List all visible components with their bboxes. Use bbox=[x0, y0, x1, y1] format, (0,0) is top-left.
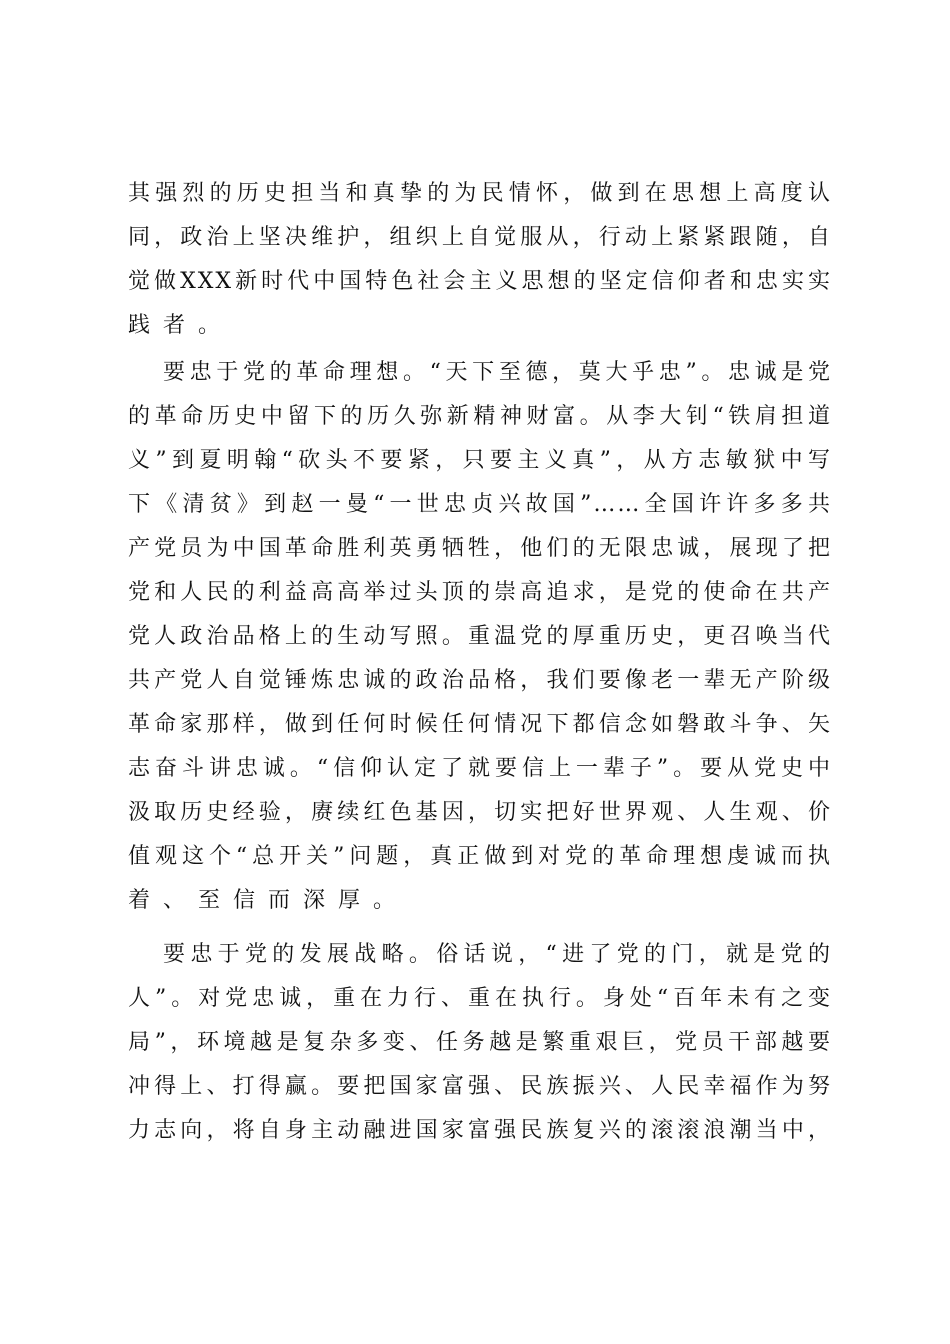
text-line: 其强烈的历史担当和真挚的为民情怀，做到在思想上高度认 bbox=[128, 181, 832, 206]
text-line: 要忠于党的革命理想。“天下至德，莫大乎忠”。忠诚是党 bbox=[163, 360, 832, 385]
text-line: 产党员为中国革命胜利英勇牺牲，他们的无限忠诚，展现了把 bbox=[128, 536, 832, 561]
text-line: 冲得上、打得赢。要把国家富强、民族振兴、人民幸福作为努 bbox=[128, 1074, 832, 1099]
text-line: 值观这个“总开关”问题，真正做到对党的革命理想虔诚而执 bbox=[128, 844, 832, 869]
text-line: 局”，环境越是复杂多变、任务越是繁重艰巨，党员干部越要 bbox=[128, 1030, 832, 1055]
text-line: 同，政治上坚决维护，组织上自觉服从，行动上紧紧跟随，自 bbox=[128, 225, 832, 250]
paragraph-3 bbox=[128, 933, 832, 1153]
text-line: 党人政治品格上的生动写照。重温党的厚重历史，更召唤当代 bbox=[128, 624, 832, 649]
paragraph-2 bbox=[128, 351, 832, 923]
text-line: 共产党人自觉锤炼忠诚的政治品格，我们要像老一辈无产阶级 bbox=[128, 668, 832, 693]
text-line: 的革命历史中留下的历久弥新精神财富。从李大钊“铁肩担道 bbox=[128, 404, 832, 429]
document-page bbox=[128, 172, 832, 1153]
text-line: 革命家那样，做到任何时候任何情况下都信念如磐敢斗争、矢 bbox=[128, 712, 832, 737]
paragraph-1 bbox=[128, 172, 832, 348]
text-line: 践者。 bbox=[128, 313, 234, 338]
text-line: 党和人民的利益高高举过头顶的崇高追求，是党的使命在共产 bbox=[128, 580, 832, 605]
text-line: 要忠于党的发展战略。俗话说，“进了党的门，就是党的 bbox=[163, 942, 832, 967]
text-line: 人”。对党忠诚，重在力行、重在执行。身处“百年未有之变 bbox=[128, 986, 832, 1011]
text-line: 汲取历史经验，赓续红色基因，切实把好世界观、人生观、价 bbox=[128, 800, 832, 825]
text-line: 力志向，将自身主动融进国家富强民族复兴的滚滚浪潮当中， bbox=[128, 1118, 832, 1143]
text-line: 着、至信而深厚。 bbox=[128, 888, 409, 913]
text-line: 觉做XXX新时代中国特色社会主义思想的坚定信仰者和忠实实 bbox=[128, 269, 832, 294]
text-line: 志奋斗讲忠诚。“信仰认定了就要信上一辈子”。要从党史中 bbox=[128, 756, 832, 781]
text-line: 下《清贫》到赵一曼“一世忠贞兴故国”……全国许许多多共 bbox=[128, 492, 832, 517]
text-line: 义”到夏明翰“砍头不要紧，只要主义真”，从方志敏狱中写 bbox=[128, 448, 832, 473]
